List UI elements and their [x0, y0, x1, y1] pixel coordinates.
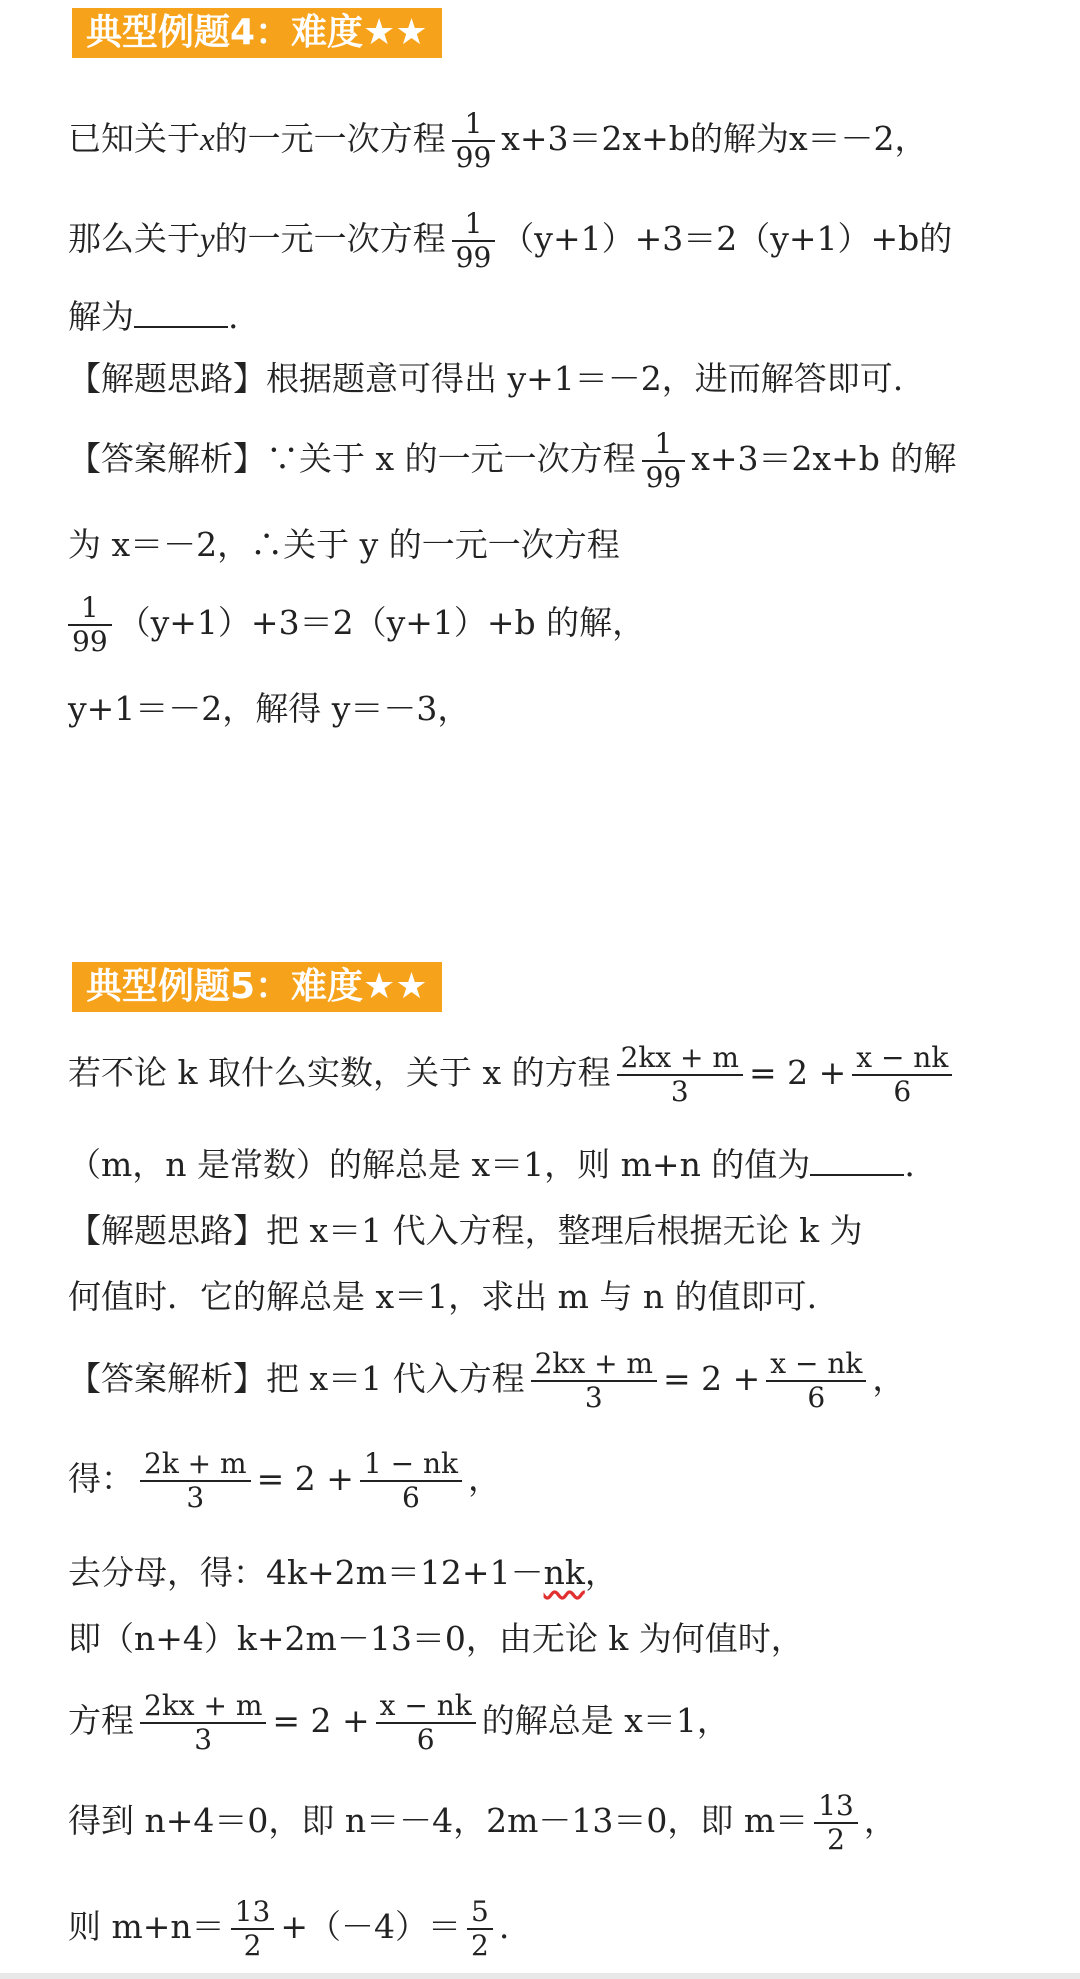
ex5-problem-line2 — [68, 1145, 915, 1184]
text: 得到 n+4＝0，即 n＝－4，2m－13＝0，即 m＝ — [68, 1801, 809, 1841]
fraction-2kx-m-over-3 — [531, 1348, 657, 1414]
frac-den: 6 — [416, 1723, 435, 1757]
text: . — [904, 1145, 915, 1184]
text: = 2 + — [272, 1701, 370, 1741]
frac-den: 3 — [670, 1075, 689, 1109]
answer-blank — [134, 325, 228, 328]
text: ， — [467, 1459, 501, 1499]
fraction-13-over-2 — [814, 1790, 858, 1856]
frac-num: 13 — [231, 1896, 275, 1930]
ex4-problem-line3 — [68, 297, 239, 336]
spellcheck-underlined-text: nk — [543, 1553, 585, 1592]
text: x+3＝2x+b 的解 — [691, 439, 957, 479]
answer-label: 【答案解析】 — [68, 1359, 266, 1399]
idea-label: 【解题思路】 — [68, 359, 266, 398]
fraction-2kx-m-over-3 — [617, 1042, 743, 1108]
ex4-idea — [68, 359, 904, 398]
text: +（－4）＝ — [280, 1907, 461, 1947]
frac-num: 13 — [814, 1790, 858, 1824]
equation-text: x+3＝2x+b — [501, 119, 690, 159]
text: . — [228, 297, 239, 336]
text: ∵关于 x 的一元一次方程 — [266, 439, 636, 479]
text: 解为 — [68, 297, 134, 336]
text: 得： — [68, 1459, 134, 1499]
fraction-1-99 — [452, 108, 496, 174]
frac-num: 1 — [642, 428, 686, 462]
frac-num: 1 — [452, 108, 496, 142]
frac-num: 5 — [467, 1896, 493, 1930]
frac-num: x − nk — [766, 1348, 866, 1382]
frac-den: 6 — [807, 1381, 826, 1415]
text: 的 — [919, 219, 953, 259]
fraction-1-99 — [68, 592, 112, 658]
equation-text: （y+1）+3＝2（y+1）+b — [501, 219, 920, 259]
frac-den: 6 — [402, 1481, 420, 1515]
fraction-x-nk-over-6 — [376, 1690, 476, 1756]
fraction-x-nk-over-6 — [852, 1042, 952, 1108]
ex5-step5 — [68, 1896, 509, 1962]
text: 若不论 k 取什么实数，关于 x 的方程 — [68, 1053, 611, 1093]
frac-den: 99 — [455, 141, 492, 175]
fraction-1-nk-over-6 — [360, 1448, 462, 1514]
frac-den: 3 — [584, 1381, 603, 1415]
ex4-problem-line1 — [68, 108, 928, 174]
fraction-5-over-2 — [467, 1896, 493, 1962]
ex4-answer-line4: y+1＝－2，解得 y＝－3， — [68, 689, 471, 728]
text: 去分母，得：4k+2m＝12+1－ — [68, 1553, 544, 1592]
ex5-step4 — [68, 1790, 897, 1856]
frac-den: 3 — [194, 1723, 213, 1757]
ex4-answer-line1 — [68, 428, 956, 494]
ex4-problem-line2 — [68, 208, 952, 274]
fraction-1-99 — [452, 208, 496, 274]
frac-den: 2 — [470, 1929, 489, 1963]
frac-den: 3 — [186, 1481, 205, 1515]
var-x: x — [200, 122, 215, 159]
text: ， — [872, 1359, 906, 1399]
text: 那么关于 — [68, 219, 200, 259]
frac-num: 2kx + m — [140, 1690, 266, 1724]
text: 已知关于 — [68, 119, 200, 159]
ex5-step3 — [68, 1690, 730, 1756]
ex5-problem-line1 — [68, 1042, 958, 1108]
text: 的一元一次方程 — [214, 119, 446, 159]
fraction-1-99 — [642, 428, 686, 494]
fraction-x-nk-over-6 — [766, 1348, 866, 1414]
fraction-2kx-m-over-3 — [140, 1690, 266, 1756]
idea-text: 根据题意可得出 y+1＝－2，进而解答即可. — [266, 359, 904, 398]
text: 的一元一次方程 — [214, 219, 446, 259]
text: = 2 + — [748, 1053, 847, 1093]
text: = 2 + — [256, 1459, 354, 1499]
answer-label: 【答案解析】 — [68, 439, 266, 479]
frac-den: 2 — [243, 1929, 262, 1963]
frac-den: 2 — [827, 1823, 845, 1857]
text: 的解总是 x＝1， — [481, 1701, 730, 1741]
ex5-step2: 即（n+4）k+2m－13＝0，由无论 k 为何值时， — [68, 1619, 804, 1658]
text: = 2 + — [662, 1359, 761, 1399]
idea-label: 【解题思路】 — [68, 1211, 266, 1250]
text: 把 x＝1 代入方程，整理后根据无论 k 为 — [266, 1211, 863, 1250]
text: 的解为x＝－2， — [689, 119, 928, 159]
frac-den: 99 — [455, 241, 492, 275]
example4-header: 典型例题4：难度★★ — [72, 8, 442, 58]
frac-num: 1 — [68, 592, 112, 626]
ex5-answer-line1 — [68, 1348, 905, 1414]
frac-den: 99 — [645, 461, 682, 495]
frac-num: 2kx + m — [531, 1348, 657, 1382]
frac-num: 1 − nk — [360, 1448, 462, 1482]
ex5-idea-line1 — [68, 1211, 863, 1250]
text: ， — [584, 1553, 618, 1592]
frac-num: 1 — [452, 208, 496, 242]
frac-den: 6 — [893, 1075, 912, 1109]
frac-num: 2k + m — [140, 1448, 251, 1482]
text: ， — [863, 1801, 897, 1841]
ex4-answer-line2: 为 x＝－2，∴关于 y 的一元一次方程 — [68, 525, 620, 564]
text: （y+1）+3＝2（y+1）+b 的解， — [117, 603, 646, 643]
text: 把 x＝1 代入方程 — [266, 1359, 525, 1399]
frac-num: x − nk — [376, 1690, 476, 1724]
text: . — [498, 1907, 510, 1947]
fraction-2k-m-over-3 — [140, 1448, 251, 1514]
frac-den: 99 — [72, 625, 108, 659]
frac-num: 2kx + m — [617, 1042, 743, 1076]
text: 则 m+n＝ — [68, 1907, 225, 1947]
ex5-step1 — [68, 1553, 618, 1592]
bottom-edge — [0, 1973, 1080, 1979]
ex4-answer-line3 — [68, 592, 645, 658]
answer-blank — [810, 1173, 904, 1176]
frac-num: x − nk — [852, 1042, 952, 1076]
ex5-answer-line2 — [68, 1448, 501, 1514]
ex5-idea-line2: 何值时．它的解总是 x＝1，求出 m 与 n 的值即可. — [68, 1277, 818, 1316]
text: （m，n 是常数）的解总是 x＝1，则 m+n 的值为 — [68, 1145, 811, 1184]
fraction-13-over-2 — [231, 1896, 275, 1962]
var-y: y — [200, 222, 215, 259]
text: 方程 — [68, 1701, 134, 1741]
example5-header: 典型例题5：难度★★ — [72, 962, 442, 1012]
